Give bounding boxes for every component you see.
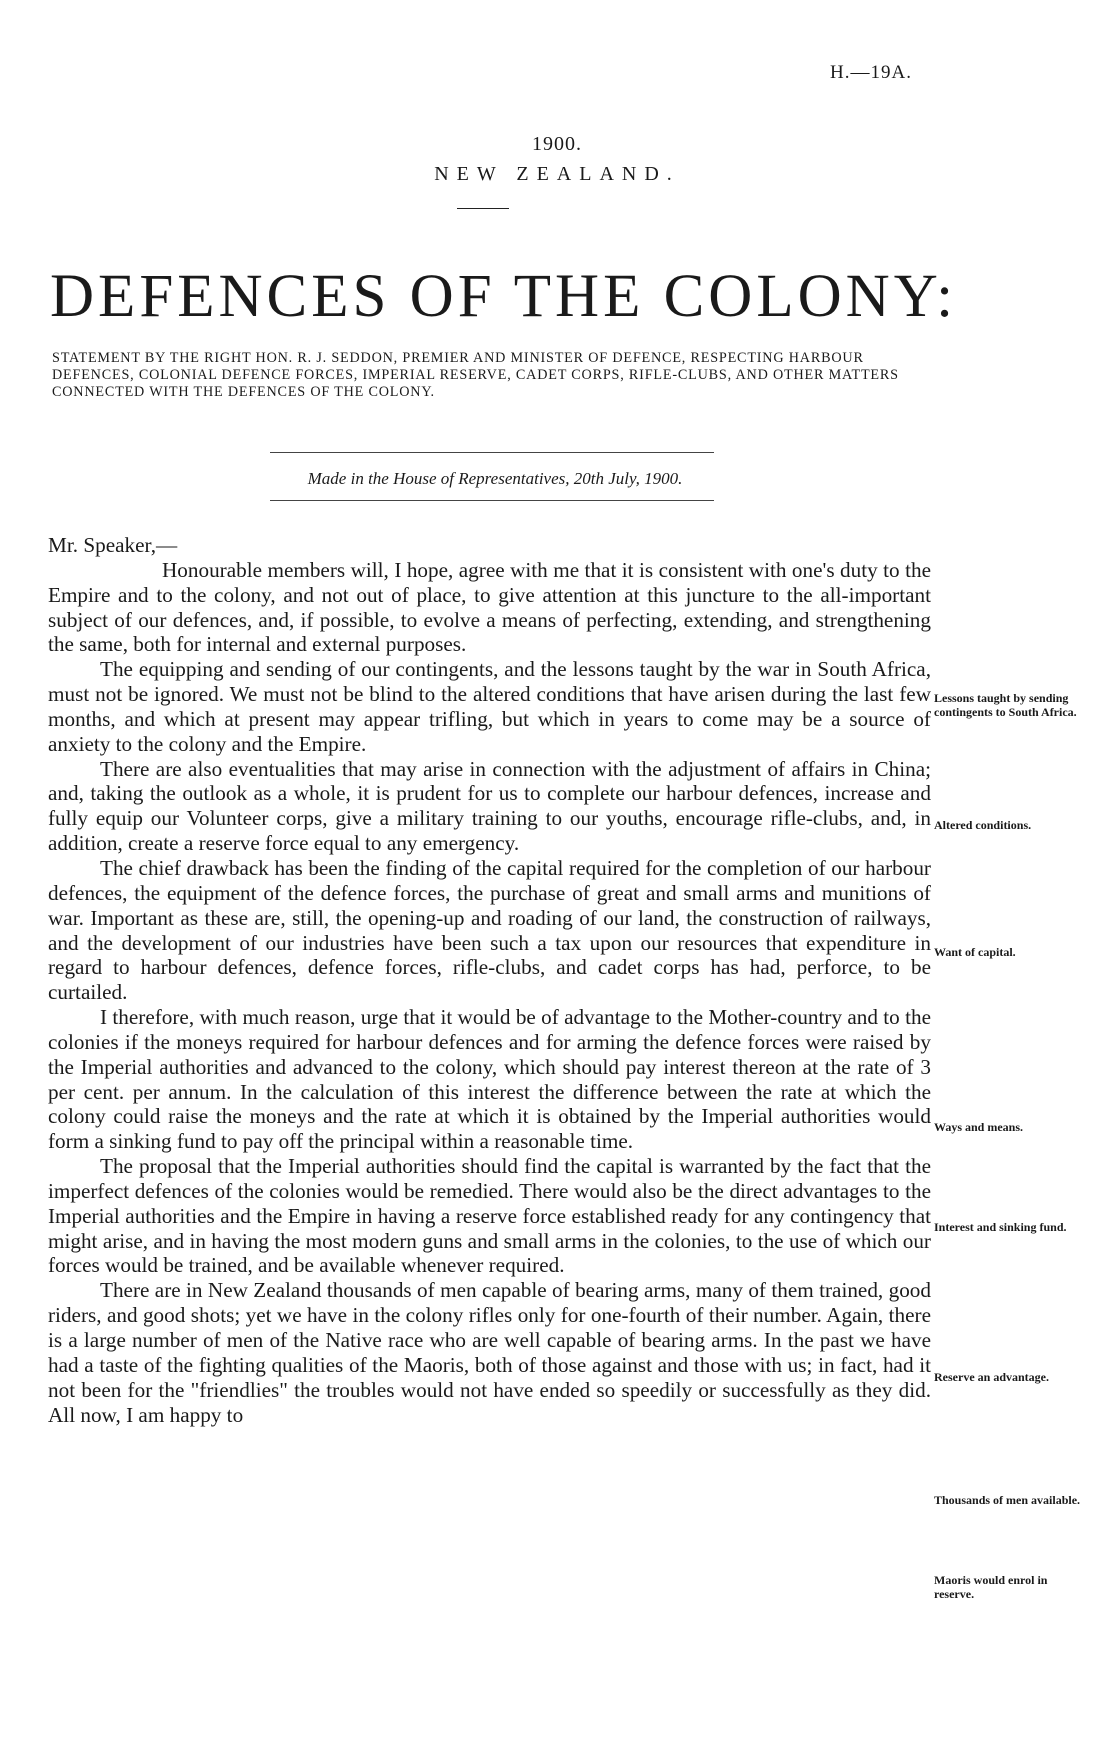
paragraph: There are also eventualities that may arise in connection with the adjustment of affairs in China; and, taking the outlook as a whole, it is prudent for us to complete our harbour defences, increase and fully equip our Volunteer corps, give a military training to our youths, encourage rifle-clubs, and, in addition, create a reserve force equal to any emergency.: [48, 756, 931, 856]
paragraph: The proposal that the Imperial authorities should find the capital is warranted by the fact that the imperfect defences of the colonies would be remedied. There would also be the direct advantages to the Imperial authorities and the Empire in having a reserve force established ready for any contingency that might arise, and in having the most modern guns and small arms in the colonies, to the use of which our forces would be trained, and be available whenever required.: [48, 1154, 931, 1278]
paragraph: There are in New Zealand thousands of men capable of bearing arms, many of them trained, good riders, and good shots; yet we have in the colony rifles only for one-fourth of their number. Again, there is a large number of men of the Native race who are well capable of bearing arms. In the past we have had a taste of the fighting qualities of the Maoris, both of those against and those with us; in fact, had it not been for the "friendlies" the troubles would not have ended so speedily or successfully as they did. All now, I am happy to: [48, 1278, 931, 1427]
country-heading: NEW ZEALAND.: [434, 163, 680, 185]
salutation: Mr. Speaker,—: [48, 533, 178, 557]
side-note: Altered conditions.: [934, 818, 1032, 832]
side-note: Want of capital.: [934, 945, 1016, 959]
side-note: Interest and sinking fund.: [934, 1220, 1067, 1234]
made-in-line: Made in the House of Representatives, 20th July, 1900.: [307, 469, 683, 488]
divider: [270, 500, 714, 501]
side-note: Maoris would enrol in reserve.: [934, 1573, 1048, 1601]
side-note: Thousands of men available.: [934, 1493, 1081, 1507]
document-title: DEFENCES OF THE COLONY:: [50, 263, 958, 330]
paragraph: The chief drawback has been the finding of the capital required for the completion of our harbour defences, the equipment of the defence forces, the purchase of great and small arms and munitions of war. Important as these are, still, the opening-up and roading of our land, the construction of railways, and the development of our industries have been such a tax upon our resources that expenditure in regard to harbour defences, defence forces, rifle-clubs, and cadet corps has had, perforce, to be curtailed.: [48, 855, 931, 1005]
side-note: Lessons taught by sending contingents to South Africa.: [934, 691, 1077, 719]
paragraph: Honourable members will, I hope, agree with me that it is consistent with one's duty to the Empire and to the colony, and not out of place, to give attention at this juncture to the all-important subject of our defences, and, if possible, to evolve a means of perfecting, extending, and strengthening the same, both for internal and external purposes.: [48, 557, 931, 657]
statement-body: [48, 533, 931, 1427]
document-year: 1900.: [532, 133, 582, 155]
document-reference: H.—19A.: [830, 62, 912, 83]
document-subtitle: STATEMENT BY THE RIGHT HON. R. J. SEDDON, PREMIER AND MINISTER OF DEFENCE, RESPECTING HARBOUR DEFENCES, COLONIAL DEFENCE FORCES, IMPERIAL RESERVE, CADET CORPS, RIFLE-CLUBS, AND OTHER MATTERS CONNECTED WITH THE DEFENCES OF THE COLONY.: [52, 350, 899, 400]
paragraph: I therefore, with much reason, urge that it would be of advantage to the Mother-country and to the colonies if the moneys required for harbour defences and for arming the defence forces were raised by the Imperial authorities and advanced to the colony, which should pay interest thereon at the rate of 3 per cent. per annum. In the calculation of this interest the difference between the rate at which the colony could raise the moneys and the rate at which it is obtained by the Imperial authorities would form a sinking fund to pay off the principal within a reasonable time.: [48, 1005, 931, 1154]
paragraph: The equipping and sending of our contingents, and the lessons taught by the war in South Africa, must not be ignored. We must not be blind to the altered conditions that have arisen during the last few months, and which at present may appear trifling, but which in years to come may be a source of anxiety to the colony and the Empire.: [48, 657, 931, 756]
divider: [457, 208, 509, 209]
side-note: Ways and means.: [934, 1120, 1024, 1134]
side-note: Reserve an advantage.: [934, 1370, 1049, 1384]
divider: [270, 452, 714, 453]
